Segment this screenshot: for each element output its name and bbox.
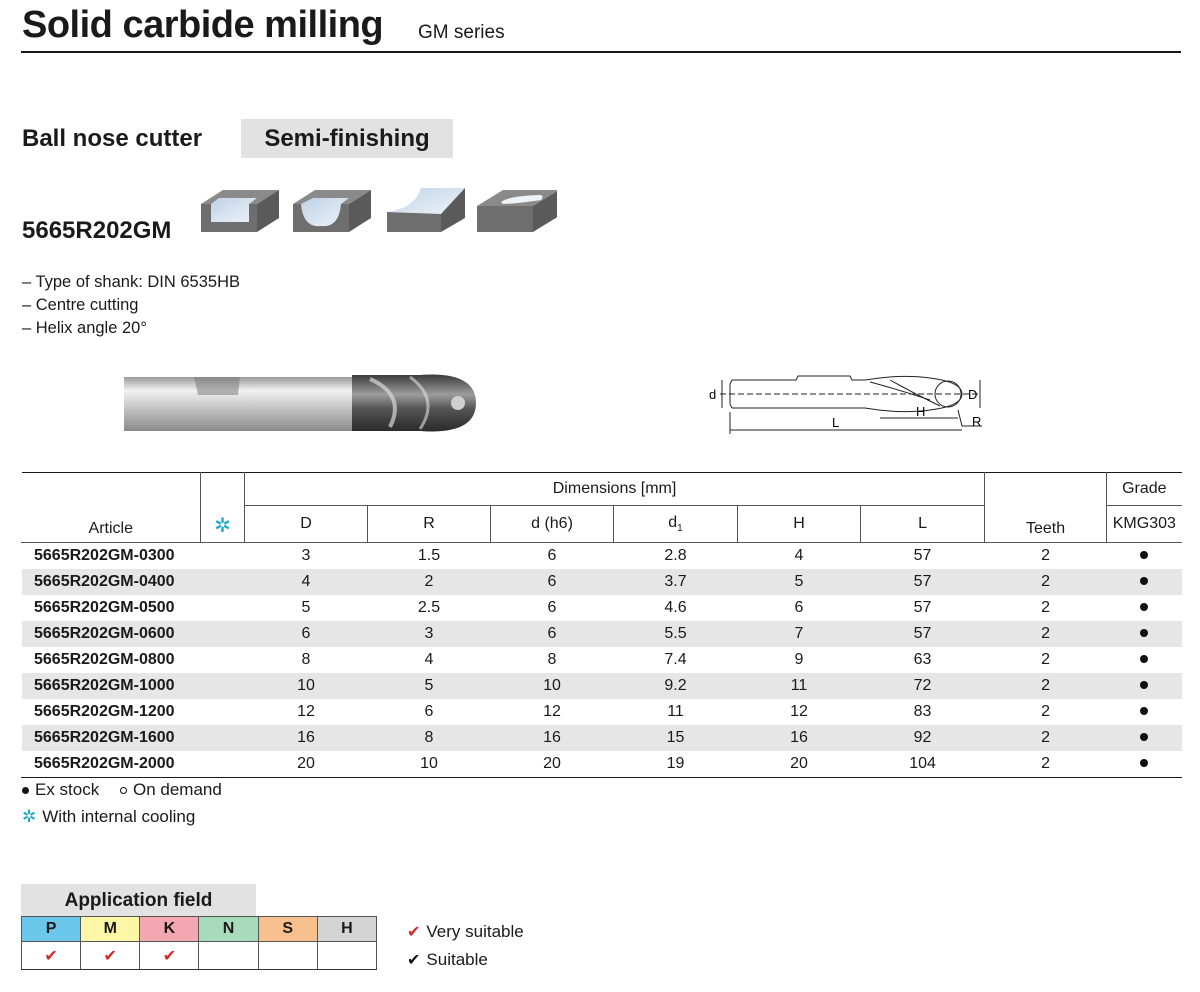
cell-H: 5 [738, 569, 861, 595]
dimensions-group-header: Dimensions [mm] [245, 473, 985, 506]
cell-D: 6 [245, 621, 368, 647]
ex-stock-icon [1140, 629, 1148, 637]
cell-article: 5665R202GM-2000 [22, 751, 201, 778]
cell-d: 6 [547, 546, 557, 564]
cell-article: 5665R202GM-0500 [34, 598, 175, 616]
cell-R: 1.5 [417, 546, 441, 564]
cell-R: 10 [368, 751, 491, 778]
cell-D: 3 [301, 546, 311, 564]
cell-L: 57 [913, 598, 932, 616]
ex-stock-label: Ex stock [35, 780, 100, 799]
cell-R: 6 [424, 702, 434, 720]
cell-H: 11 [738, 673, 861, 699]
cell-D: 20 [245, 751, 368, 778]
cell-L: 83 [913, 702, 932, 720]
article-code-heading: 5665R202GM [22, 217, 172, 244]
cell-teeth: 2 [985, 621, 1107, 647]
ex-stock-icon [1140, 733, 1148, 741]
cell-cooling [201, 725, 245, 751]
material-rating-p [22, 942, 81, 970]
ex-stock-icon [1140, 603, 1148, 611]
table-row [22, 621, 1182, 647]
ex-stock-icon [1140, 759, 1148, 767]
cell-R: 5 [368, 673, 491, 699]
cell-H: 20 [738, 751, 861, 778]
header-rule [21, 51, 1181, 53]
cutter-type-heading: Ball nose cutter [22, 125, 203, 152]
cell-teeth: 2 [1041, 598, 1051, 616]
cell-grade [1107, 647, 1182, 673]
cell-d1: 7.4 [664, 650, 687, 668]
cell-D: 16 [245, 725, 368, 751]
material-group-p: P [22, 917, 81, 942]
application-field-title: Application field [21, 884, 256, 916]
cell-cooling [201, 542, 245, 569]
cell-article: 5665R202GM-0600 [22, 621, 201, 647]
cell-d1: 19 [614, 751, 738, 778]
cell-D: 8 [301, 650, 311, 668]
cell-D: 5 [301, 598, 311, 616]
grade-group-header: Grade [1107, 473, 1182, 506]
cell-article: 5665R202GM-0800 [34, 650, 175, 668]
table-row [22, 595, 1182, 621]
stock-legend [22, 776, 222, 830]
cell-R: 4 [424, 650, 434, 668]
cell-d: 12 [543, 702, 561, 720]
cell-article: 5665R202GM-1200 [34, 702, 175, 720]
cell-article: 5665R202GM-0400 [22, 569, 201, 595]
cell-grade [1107, 595, 1182, 621]
on-demand-label: On demand [132, 780, 222, 799]
feature-item: – Centre cutting [22, 296, 139, 314]
cell-L: 104 [861, 751, 985, 778]
very-suitable-check-icon: ✔ [162, 947, 177, 965]
column-header-cooling [201, 506, 245, 543]
cell-D: 12 [297, 702, 315, 720]
material-rating-n [199, 942, 258, 970]
cell-grade [1107, 699, 1182, 725]
ex-stock-icon [1140, 655, 1148, 663]
cell-L: 63 [913, 650, 932, 668]
material-rating-m [81, 942, 140, 970]
feature-item: – Helix angle 20° [22, 319, 147, 337]
cell-d: 6 [547, 598, 557, 616]
tool-dimension-drawing [700, 360, 1000, 440]
drawing-label-R: R [972, 414, 982, 429]
ex-stock-icon [1140, 551, 1148, 559]
suitable-check-icon: ✔ [407, 952, 421, 969]
drawing-label-D: D [968, 387, 978, 402]
internal-cooling-label: With internal cooling [42, 807, 196, 826]
pocket-shape-icon [477, 190, 557, 232]
cell-cooling [201, 751, 245, 778]
round-groove-shape-icon [293, 190, 371, 232]
material-group-m: M [81, 917, 140, 942]
page-title: Solid carbide milling [22, 4, 384, 46]
cell-H: 4 [794, 546, 804, 564]
material-group-n: N [199, 917, 258, 942]
cell-d: 8 [547, 650, 557, 668]
column-header-article: Article [22, 506, 201, 543]
convex-profile-shape-icon [387, 188, 465, 232]
cell-H: 6 [794, 598, 804, 616]
material-group-k: K [140, 917, 199, 942]
suitability-legend [407, 918, 524, 974]
cell-D: 10 [245, 673, 368, 699]
suitable-label: Suitable [426, 950, 488, 969]
cell-d1: 9.2 [614, 673, 738, 699]
cell-teeth: 2 [985, 725, 1107, 751]
cell-d1: 2.8 [664, 546, 687, 564]
cell-article: 5665R202GM-1600 [22, 725, 201, 751]
cell-teeth: 2 [1041, 702, 1051, 720]
table-row [22, 542, 1182, 569]
column-header-D: D [245, 506, 368, 543]
cell-D: 4 [245, 569, 368, 595]
cell-d: 16 [491, 725, 614, 751]
material-group-h: H [317, 917, 376, 942]
cell-H: 7 [738, 621, 861, 647]
cell-cooling [201, 673, 245, 699]
cell-L: 57 [861, 569, 985, 595]
article-header-top [22, 473, 201, 506]
ex-stock-icon [1140, 707, 1148, 715]
cell-d1: 15 [614, 725, 738, 751]
material-rating-k [140, 942, 199, 970]
ex-stock-icon [22, 787, 29, 794]
cooling-header-top [201, 473, 245, 506]
column-header-L: L [861, 506, 985, 543]
column-header-d1: $d_1$ [614, 506, 738, 543]
cell-cooling [201, 595, 245, 621]
cell-d: 20 [491, 751, 614, 778]
cell-L: 57 [861, 621, 985, 647]
cell-d1: 4.6 [664, 598, 687, 616]
cell-article: 5665R202GM-0300 [34, 546, 175, 564]
cell-grade [1107, 673, 1182, 699]
table-row [22, 725, 1182, 751]
cell-grade [1107, 751, 1182, 778]
very-suitable-check-icon: ✔ [44, 947, 58, 965]
cell-teeth: 2 [1041, 650, 1051, 668]
teeth-header-top [985, 473, 1107, 506]
cell-d1: 3.7 [614, 569, 738, 595]
drawing-label-d: d [709, 387, 717, 402]
cell-cooling [201, 647, 245, 673]
cell-d1: 5.5 [614, 621, 738, 647]
table-row [22, 673, 1182, 699]
ex-stock-icon [1140, 577, 1148, 585]
cell-teeth: 2 [985, 569, 1107, 595]
cell-R: 2.5 [417, 598, 441, 616]
tool-photo-image [120, 365, 490, 437]
column-header-d: d (h6) [491, 506, 614, 543]
cell-L: 92 [861, 725, 985, 751]
table-row [22, 699, 1182, 725]
cell-d: 6 [491, 569, 614, 595]
drawing-label-L: L [832, 415, 840, 430]
on-demand-icon [120, 787, 127, 794]
material-group-s: S [258, 917, 317, 942]
cell-teeth: 2 [985, 751, 1107, 778]
spec-table [21, 472, 1182, 778]
column-header-grade: KMG303 [1107, 506, 1182, 543]
internal-cooling-icon: ✲ [214, 514, 231, 537]
cell-teeth: 2 [1041, 546, 1051, 564]
cell-d: 10 [491, 673, 614, 699]
cell-R: 2 [368, 569, 491, 595]
feature-list [22, 271, 240, 340]
table-row [22, 569, 1182, 595]
rect-groove-shape-icon [201, 190, 279, 232]
cell-grade [1107, 725, 1182, 751]
drawing-label-H: H [916, 404, 926, 419]
cell-teeth: 2 [985, 673, 1107, 699]
very-suitable-check-icon: ✔ [407, 924, 421, 941]
cell-R: 8 [368, 725, 491, 751]
column-header-teeth: Teeth [985, 506, 1107, 543]
cell-H: 9 [794, 650, 804, 668]
cell-grade [1107, 542, 1182, 569]
very-suitable-check-icon: ✔ [103, 947, 117, 965]
very-suitable-label: Very suitable [426, 922, 524, 941]
cell-d1: 11 [667, 702, 684, 720]
feature-item: – Type of shank: DIN 6535HB [22, 273, 240, 291]
cell-cooling [201, 621, 245, 647]
operation-badge: Semi-finishing [241, 119, 453, 158]
table-row [22, 647, 1182, 673]
workpiece-shapes [197, 182, 557, 238]
cell-cooling [201, 699, 245, 725]
internal-cooling-icon: ✲ [22, 807, 37, 826]
application-field-table [21, 916, 377, 970]
cell-cooling [201, 569, 245, 595]
ex-stock-icon [1140, 681, 1148, 689]
cell-article: 5665R202GM-1000 [22, 673, 201, 699]
cell-grade [1107, 621, 1182, 647]
cell-L: 72 [861, 673, 985, 699]
cell-L: 57 [913, 546, 932, 564]
cell-H: 16 [738, 725, 861, 751]
column-header-H: H [738, 506, 861, 543]
cell-grade [1107, 569, 1182, 595]
material-rating-s [258, 942, 317, 970]
column-header-R: R [368, 506, 491, 543]
material-rating-h [317, 942, 376, 970]
table-row [22, 751, 1182, 778]
cell-R: 3 [368, 621, 491, 647]
cell-d: 6 [491, 621, 614, 647]
cell-H: 12 [790, 702, 808, 720]
series-label: GM series [418, 22, 505, 43]
